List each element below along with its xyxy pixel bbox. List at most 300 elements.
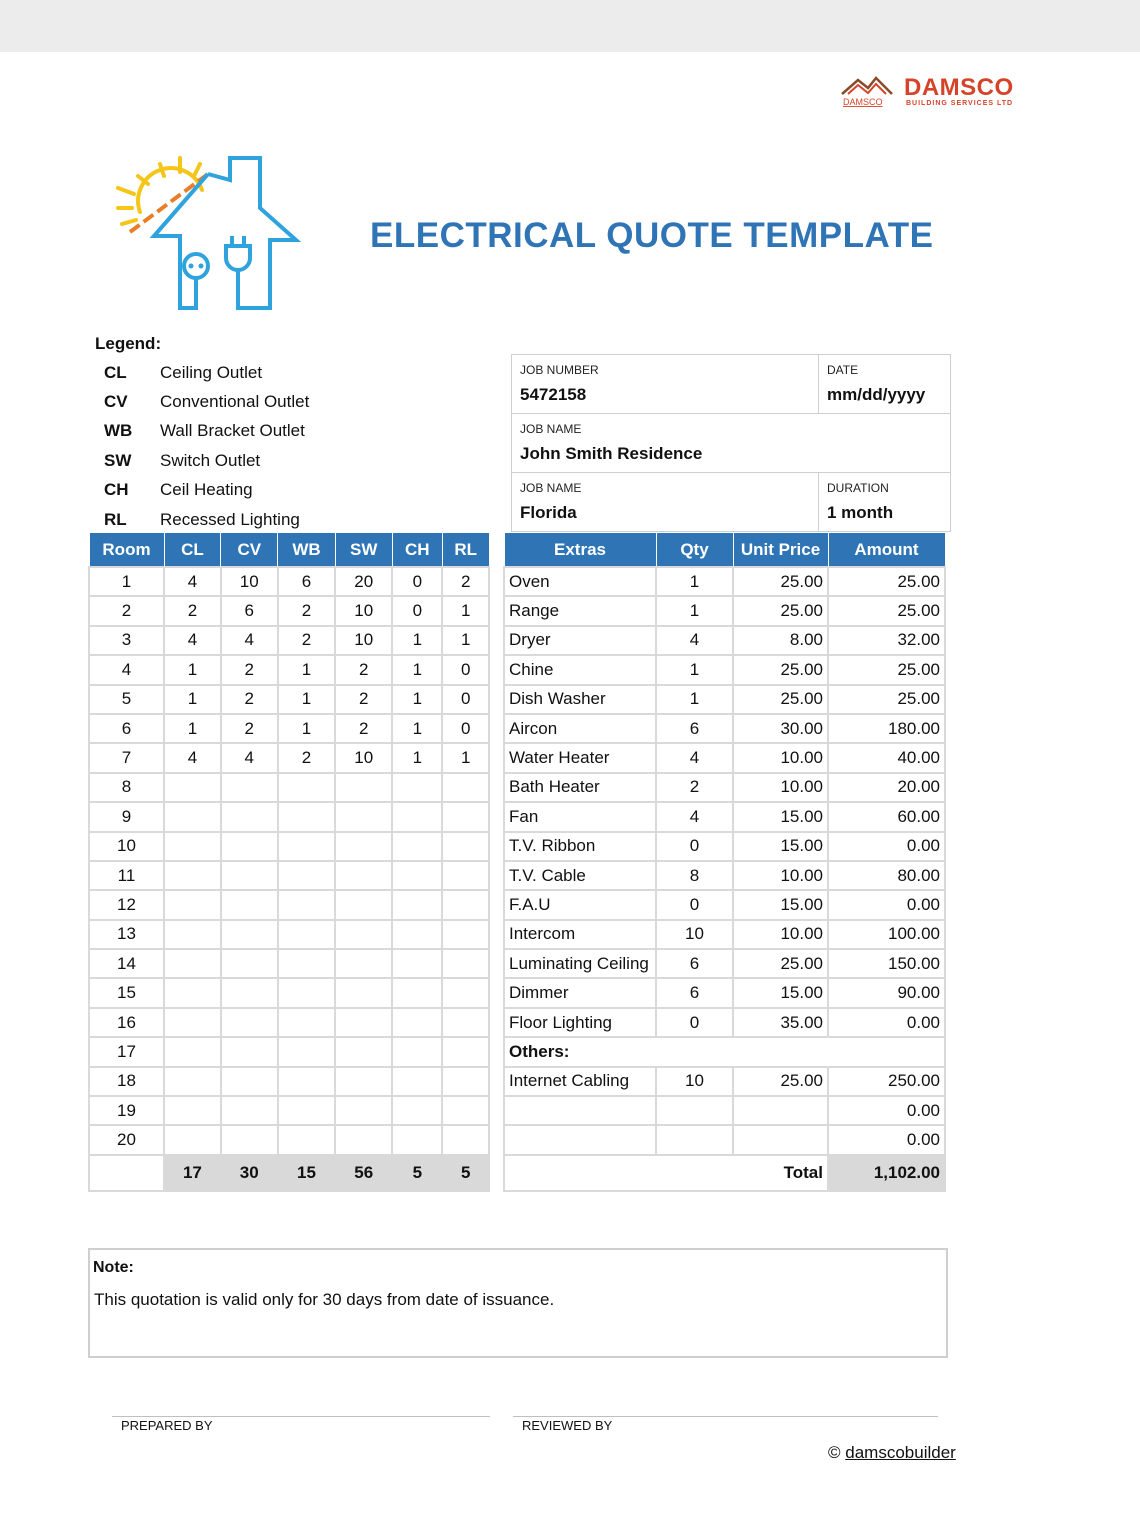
job-name-value: John Smith Residence: [520, 444, 703, 463]
rooms-cell: 1: [392, 685, 442, 714]
extras-cell: 0.00: [828, 1125, 945, 1154]
rooms-cell: [442, 1096, 489, 1125]
reviewed-by-line: [513, 1416, 938, 1417]
house-sun-plug-icon: [110, 150, 310, 320]
extras-header-cell: Unit Price: [733, 533, 828, 568]
table-row: [89, 890, 489, 919]
table-row: [89, 685, 489, 714]
rooms-cell: 17: [89, 1037, 164, 1066]
rooms-cell: [392, 920, 442, 949]
rooms-cell: 19: [89, 1096, 164, 1125]
table-row: [89, 773, 489, 802]
date-label: DATE: [827, 363, 859, 377]
rooms-cell: [335, 773, 392, 802]
rooms-cell: [278, 1067, 336, 1096]
total-label: Total: [733, 1155, 828, 1191]
prepared-by-label: PREPARED BY: [121, 1418, 213, 1433]
rooms-cell: [278, 802, 336, 831]
extras-cell: [504, 1125, 656, 1154]
extras-cell: [656, 1096, 733, 1125]
rooms-cell: [442, 978, 489, 1007]
table-row: [504, 861, 945, 890]
rooms-total-cell: 5: [442, 1155, 489, 1191]
extras-cell: 15.00: [733, 832, 828, 861]
rooms-cell: [392, 890, 442, 919]
table-row: [504, 978, 945, 1007]
rooms-cell: [278, 861, 336, 890]
table-row: [504, 1096, 945, 1125]
extras-cell: 0: [656, 890, 733, 919]
extras-cell: 10.00: [733, 743, 828, 772]
extras-cell: 15.00: [733, 802, 828, 831]
extras-cell: 6: [656, 978, 733, 1007]
legend-label: Recessed Lighting: [160, 509, 300, 529]
rooms-cell: [335, 1096, 392, 1125]
rooms-cell: [392, 1096, 442, 1125]
extras-cell: Oven: [504, 567, 656, 596]
rooms-cell: [392, 1125, 442, 1154]
duration-label: DURATION: [827, 481, 889, 495]
rooms-cell: 1: [392, 714, 442, 743]
extras-cell: 90.00: [828, 978, 945, 1007]
extras-cell: 6: [656, 949, 733, 978]
location-value: Florida: [520, 503, 577, 522]
rooms-cell: [335, 890, 392, 919]
extras-cell: 4: [656, 743, 733, 772]
table-row: [89, 1008, 489, 1037]
total-amount: 1,102.00: [828, 1155, 945, 1191]
table-row: [504, 596, 945, 625]
rooms-cell: 2: [335, 655, 392, 684]
extras-cell: 150.00: [828, 949, 945, 978]
rooms-cell: 2: [221, 655, 278, 684]
extras-cell: Floor Lighting: [504, 1008, 656, 1037]
rooms-cell: [164, 1037, 221, 1066]
extras-cell: 0.00: [828, 1096, 945, 1125]
reviewed-by-label: REVIEWED BY: [522, 1418, 613, 1433]
rooms-cell: 0: [392, 596, 442, 625]
table-row: [89, 1067, 489, 1096]
date-value: mm/dd/yyyy: [827, 385, 926, 404]
legend-code: WB: [104, 421, 133, 441]
rooms-cell: 6: [221, 596, 278, 625]
rooms-cell: [442, 802, 489, 831]
extras-cell: [733, 1125, 828, 1154]
extras-cell: 100.00: [828, 920, 945, 949]
extras-cell: 0: [656, 832, 733, 861]
rooms-cell: 12: [89, 890, 164, 919]
rooms-cell: [335, 978, 392, 1007]
rooms-cell: 2: [221, 685, 278, 714]
table-row: [89, 978, 489, 1007]
rooms-cell: 10: [221, 567, 278, 596]
rooms-cell: [164, 802, 221, 831]
rooms-cell: [164, 978, 221, 1007]
roof-logo-icon: [840, 72, 900, 108]
table-row: [504, 802, 945, 831]
extras-cell: Luminating Ceiling: [504, 949, 656, 978]
rooms-cell: [442, 861, 489, 890]
rooms-cell: [278, 1096, 336, 1125]
rooms-totals-row: [89, 1155, 489, 1191]
extras-cell: 1: [656, 655, 733, 684]
note-text: This quotation is valid only for 30 days from date of issuance.: [94, 1290, 555, 1309]
rooms-cell: 1: [278, 685, 336, 714]
legend-label: Switch Outlet: [160, 450, 261, 470]
legend-item: [104, 358, 309, 387]
rooms-cell: 0: [442, 685, 489, 714]
table-row: [89, 1037, 489, 1066]
table-row: [504, 685, 945, 714]
extras-cell: [504, 1096, 656, 1125]
extras-cell: 32.00: [828, 626, 945, 655]
extras-cell: 10.00: [733, 861, 828, 890]
rooms-cell: [278, 832, 336, 861]
extras-total-row: [504, 1155, 945, 1191]
extras-cell: Chine: [504, 655, 656, 684]
extras-table: [503, 532, 946, 1192]
rooms-cell: [221, 773, 278, 802]
extras-cell: Fan: [504, 802, 656, 831]
extras-cell: 25.00: [828, 596, 945, 625]
extras-header-cell: Amount: [828, 533, 945, 568]
rooms-total-cell: 5: [392, 1155, 442, 1191]
extras-cell: 0.00: [828, 832, 945, 861]
rooms-cell: 4: [221, 743, 278, 772]
rooms-cell: [164, 1067, 221, 1096]
extras-cell: 20.00: [828, 773, 945, 802]
rooms-cell: [221, 949, 278, 978]
rooms-cell: [442, 949, 489, 978]
extras-cell: 30.00: [733, 714, 828, 743]
rooms-cell: 2: [278, 626, 336, 655]
extras-cell: Dryer: [504, 626, 656, 655]
legend-label: Ceil Heating: [160, 480, 253, 500]
rooms-cell: [221, 920, 278, 949]
rooms-cell: 2: [221, 714, 278, 743]
rooms-cell: 10: [89, 832, 164, 861]
rooms-cell: [335, 832, 392, 861]
legend-item: [104, 387, 309, 416]
table-row: [89, 743, 489, 772]
extras-cell: 25.00: [828, 567, 945, 596]
table-row: [89, 832, 489, 861]
rooms-cell: 6: [278, 567, 336, 596]
rooms-cell: 10: [335, 743, 392, 772]
extras-cell: [656, 1125, 733, 1154]
extras-cell: 10.00: [733, 920, 828, 949]
extras-cell: T.V. Ribbon: [504, 832, 656, 861]
table-row: [89, 714, 489, 743]
rooms-cell: [221, 802, 278, 831]
rooms-cell: [392, 1008, 442, 1037]
rooms-cell: 5: [89, 685, 164, 714]
rooms-cell: 1: [278, 714, 336, 743]
rooms-cell: 9: [89, 802, 164, 831]
rooms-cell: [278, 978, 336, 1007]
rooms-cell: [335, 1067, 392, 1096]
table-row: [504, 832, 945, 861]
job-name-cell: [512, 414, 951, 473]
rooms-cell: [221, 1067, 278, 1096]
rooms-cell: 11: [89, 861, 164, 890]
extras-cell: Bath Heater: [504, 773, 656, 802]
rooms-cell: [164, 920, 221, 949]
rooms-cell: [442, 1037, 489, 1066]
extras-cell: 4: [656, 626, 733, 655]
rooms-cell: 16: [89, 1008, 164, 1037]
table-row: [504, 743, 945, 772]
others-label: Others:: [504, 1037, 656, 1066]
legend-label: Wall Bracket Outlet: [160, 421, 305, 441]
rooms-cell: [221, 1096, 278, 1125]
rooms-cell: [392, 802, 442, 831]
rooms-header-cell: Room: [89, 533, 164, 568]
table-row: [504, 714, 945, 743]
extras-cell: 0.00: [828, 1008, 945, 1037]
rooms-table: [88, 532, 490, 1192]
rooms-cell: 1: [392, 626, 442, 655]
extras-cell: 10: [656, 1067, 733, 1096]
extras-cell: Range: [504, 596, 656, 625]
rooms-cell: 6: [89, 714, 164, 743]
rooms-cell: [392, 1067, 442, 1096]
extras-cell: [733, 1096, 828, 1125]
extras-header-cell: Qty: [656, 533, 733, 568]
rooms-cell: [221, 978, 278, 1007]
rooms-cell: [335, 861, 392, 890]
rooms-cell: 1: [442, 626, 489, 655]
extras-cell: Intercom: [504, 920, 656, 949]
table-row: [89, 626, 489, 655]
rooms-cell: 2: [164, 596, 221, 625]
legend-code: RL: [104, 509, 127, 529]
rooms-cell: 2: [89, 596, 164, 625]
rooms-cell: 3: [89, 626, 164, 655]
rooms-total-cell: 30: [221, 1155, 278, 1191]
rooms-header-cell: CV: [221, 533, 278, 568]
rooms-cell: [278, 1008, 336, 1037]
table-row: [504, 567, 945, 596]
extras-cell: 250.00: [828, 1067, 945, 1096]
brand-name: DAMSCO: [904, 74, 1014, 101]
extras-cell: 1: [656, 685, 733, 714]
damsco-logo: [840, 72, 1020, 110]
extras-cell: 2: [656, 773, 733, 802]
table-row: [504, 1125, 945, 1154]
rooms-cell: [164, 1125, 221, 1154]
rooms-header-cell: CL: [164, 533, 221, 568]
extras-cell: 25.00: [828, 655, 945, 684]
legend-code: SW: [104, 450, 132, 470]
extras-cell: 25.00: [733, 567, 828, 596]
rooms-cell: [221, 832, 278, 861]
rooms-cell: 13: [89, 920, 164, 949]
rooms-cell: 4: [164, 743, 221, 772]
table-row: [504, 626, 945, 655]
rooms-cell: 0: [442, 714, 489, 743]
rooms-cell: [164, 1008, 221, 1037]
legend-code: CL: [104, 362, 127, 382]
rooms-cell: 1: [442, 596, 489, 625]
extras-cell: 6: [656, 714, 733, 743]
duration-cell: [819, 473, 951, 532]
location-label: JOB NAME: [520, 481, 582, 495]
rooms-cell: 1: [278, 655, 336, 684]
rooms-header-cell: WB: [278, 533, 336, 568]
extras-cell: 10.00: [733, 773, 828, 802]
rooms-cell: 2: [278, 596, 336, 625]
extras-cell: 1: [656, 567, 733, 596]
extras-cell: 180.00: [828, 714, 945, 743]
location-cell: [512, 473, 819, 532]
rooms-cell: 1: [442, 743, 489, 772]
note-box: [88, 1248, 948, 1358]
table-row: [504, 920, 945, 949]
rooms-header-cell: SW: [335, 533, 392, 568]
rooms-cell: [278, 920, 336, 949]
rooms-total-cell: [89, 1155, 164, 1191]
rooms-total-cell: 17: [164, 1155, 221, 1191]
extras-cell: 1: [656, 596, 733, 625]
extras-cell: 40.00: [828, 743, 945, 772]
extras-cell: 80.00: [828, 861, 945, 890]
others-row: [504, 1037, 945, 1066]
legend-item: [104, 446, 309, 475]
rooms-cell: 1: [392, 655, 442, 684]
total-spacer: [504, 1155, 733, 1191]
damscobuilder-link[interactable]: damscobuilder: [845, 1443, 956, 1462]
table-row: [89, 1096, 489, 1125]
rooms-cell: [392, 949, 442, 978]
extras-cell: 35.00: [733, 1008, 828, 1037]
legend-heading: Legend:: [95, 334, 162, 353]
table-row: [504, 949, 945, 978]
job-name-label: JOB NAME: [520, 422, 582, 436]
rooms-cell: 10: [335, 626, 392, 655]
table-row: [89, 861, 489, 890]
rooms-cell: 1: [164, 714, 221, 743]
others-spacer: [656, 1037, 945, 1066]
table-row: [89, 949, 489, 978]
rooms-cell: 20: [335, 567, 392, 596]
extras-cell: 25.00: [733, 655, 828, 684]
extras-cell: 25.00: [828, 685, 945, 714]
rooms-cell: 15: [89, 978, 164, 1007]
date-cell: [819, 355, 951, 414]
rooms-cell: 0: [442, 655, 489, 684]
rooms-cell: [164, 1096, 221, 1125]
brand-subtitle: BUILDING SERVICES LTD: [906, 100, 1014, 107]
rooms-cell: [221, 1008, 278, 1037]
rooms-cell: [335, 802, 392, 831]
legend-label: Conventional Outlet: [160, 392, 310, 412]
prepared-by-line: [112, 1416, 490, 1417]
extras-cell: 25.00: [733, 1067, 828, 1096]
rooms-cell: 2: [442, 567, 489, 596]
copyright-symbol: ©: [828, 1443, 841, 1462]
table-row: [89, 1125, 489, 1154]
rooms-cell: [335, 920, 392, 949]
table-row: [89, 596, 489, 625]
rooms-cell: [392, 861, 442, 890]
rooms-cell: [164, 949, 221, 978]
rooms-cell: 10: [335, 596, 392, 625]
rooms-cell: 1: [164, 655, 221, 684]
duration-value: 1 month: [827, 503, 894, 522]
rooms-cell: [278, 949, 336, 978]
extras-cell: 8: [656, 861, 733, 890]
table-row: [89, 920, 489, 949]
rooms-cell: 1: [392, 743, 442, 772]
extras-cell: 25.00: [733, 685, 828, 714]
extras-cell: Dimmer: [504, 978, 656, 1007]
extras-cell: 25.00: [733, 949, 828, 978]
legend-code: CV: [104, 392, 128, 412]
rooms-cell: [221, 1125, 278, 1154]
rooms-total-cell: 15: [278, 1155, 336, 1191]
rooms-cell: [392, 832, 442, 861]
extras-cell: 25.00: [733, 596, 828, 625]
extras-cell: 4: [656, 802, 733, 831]
rooms-cell: 0: [392, 567, 442, 596]
rooms-cell: 2: [278, 743, 336, 772]
job-number-value: 5472158: [520, 385, 587, 404]
rooms-cell: [164, 861, 221, 890]
rooms-cell: 4: [89, 655, 164, 684]
rooms-cell: [221, 890, 278, 919]
extras-cell: 60.00: [828, 802, 945, 831]
legend-item: [104, 476, 309, 505]
rooms-cell: 2: [335, 685, 392, 714]
rooms-header-cell: CH: [392, 533, 442, 568]
table-row: [504, 890, 945, 919]
rooms-cell: [278, 773, 336, 802]
legend-item: [104, 417, 309, 446]
table-row: [504, 1008, 945, 1037]
extras-cell: Aircon: [504, 714, 656, 743]
rooms-cell: 20: [89, 1125, 164, 1154]
extras-cell: 0.00: [828, 890, 945, 919]
table-row: [89, 802, 489, 831]
rooms-cell: [335, 949, 392, 978]
rooms-cell: [278, 1125, 336, 1154]
rooms-cell: 4: [164, 626, 221, 655]
rooms-cell: [164, 773, 221, 802]
table-row: [89, 655, 489, 684]
extras-cell: F.A.U: [504, 890, 656, 919]
extras-cell: 8.00: [733, 626, 828, 655]
rooms-cell: [335, 1125, 392, 1154]
extras-cell: Internet Cabling: [504, 1067, 656, 1096]
rooms-cell: 7: [89, 743, 164, 772]
table-row: [504, 1067, 945, 1096]
rooms-cell: [442, 890, 489, 919]
rooms-cell: [164, 832, 221, 861]
rooms-cell: 14: [89, 949, 164, 978]
rooms-cell: [335, 1037, 392, 1066]
extras-cell: 15.00: [733, 890, 828, 919]
rooms-cell: [278, 1037, 336, 1066]
rooms-cell: 2: [335, 714, 392, 743]
legend-list: [104, 358, 309, 534]
rooms-cell: [335, 1008, 392, 1037]
rooms-header-cell: RL: [442, 533, 489, 568]
rooms-cell: [392, 1037, 442, 1066]
table-row: [504, 655, 945, 684]
rooms-cell: 1: [89, 567, 164, 596]
rooms-cell: 18: [89, 1067, 164, 1096]
